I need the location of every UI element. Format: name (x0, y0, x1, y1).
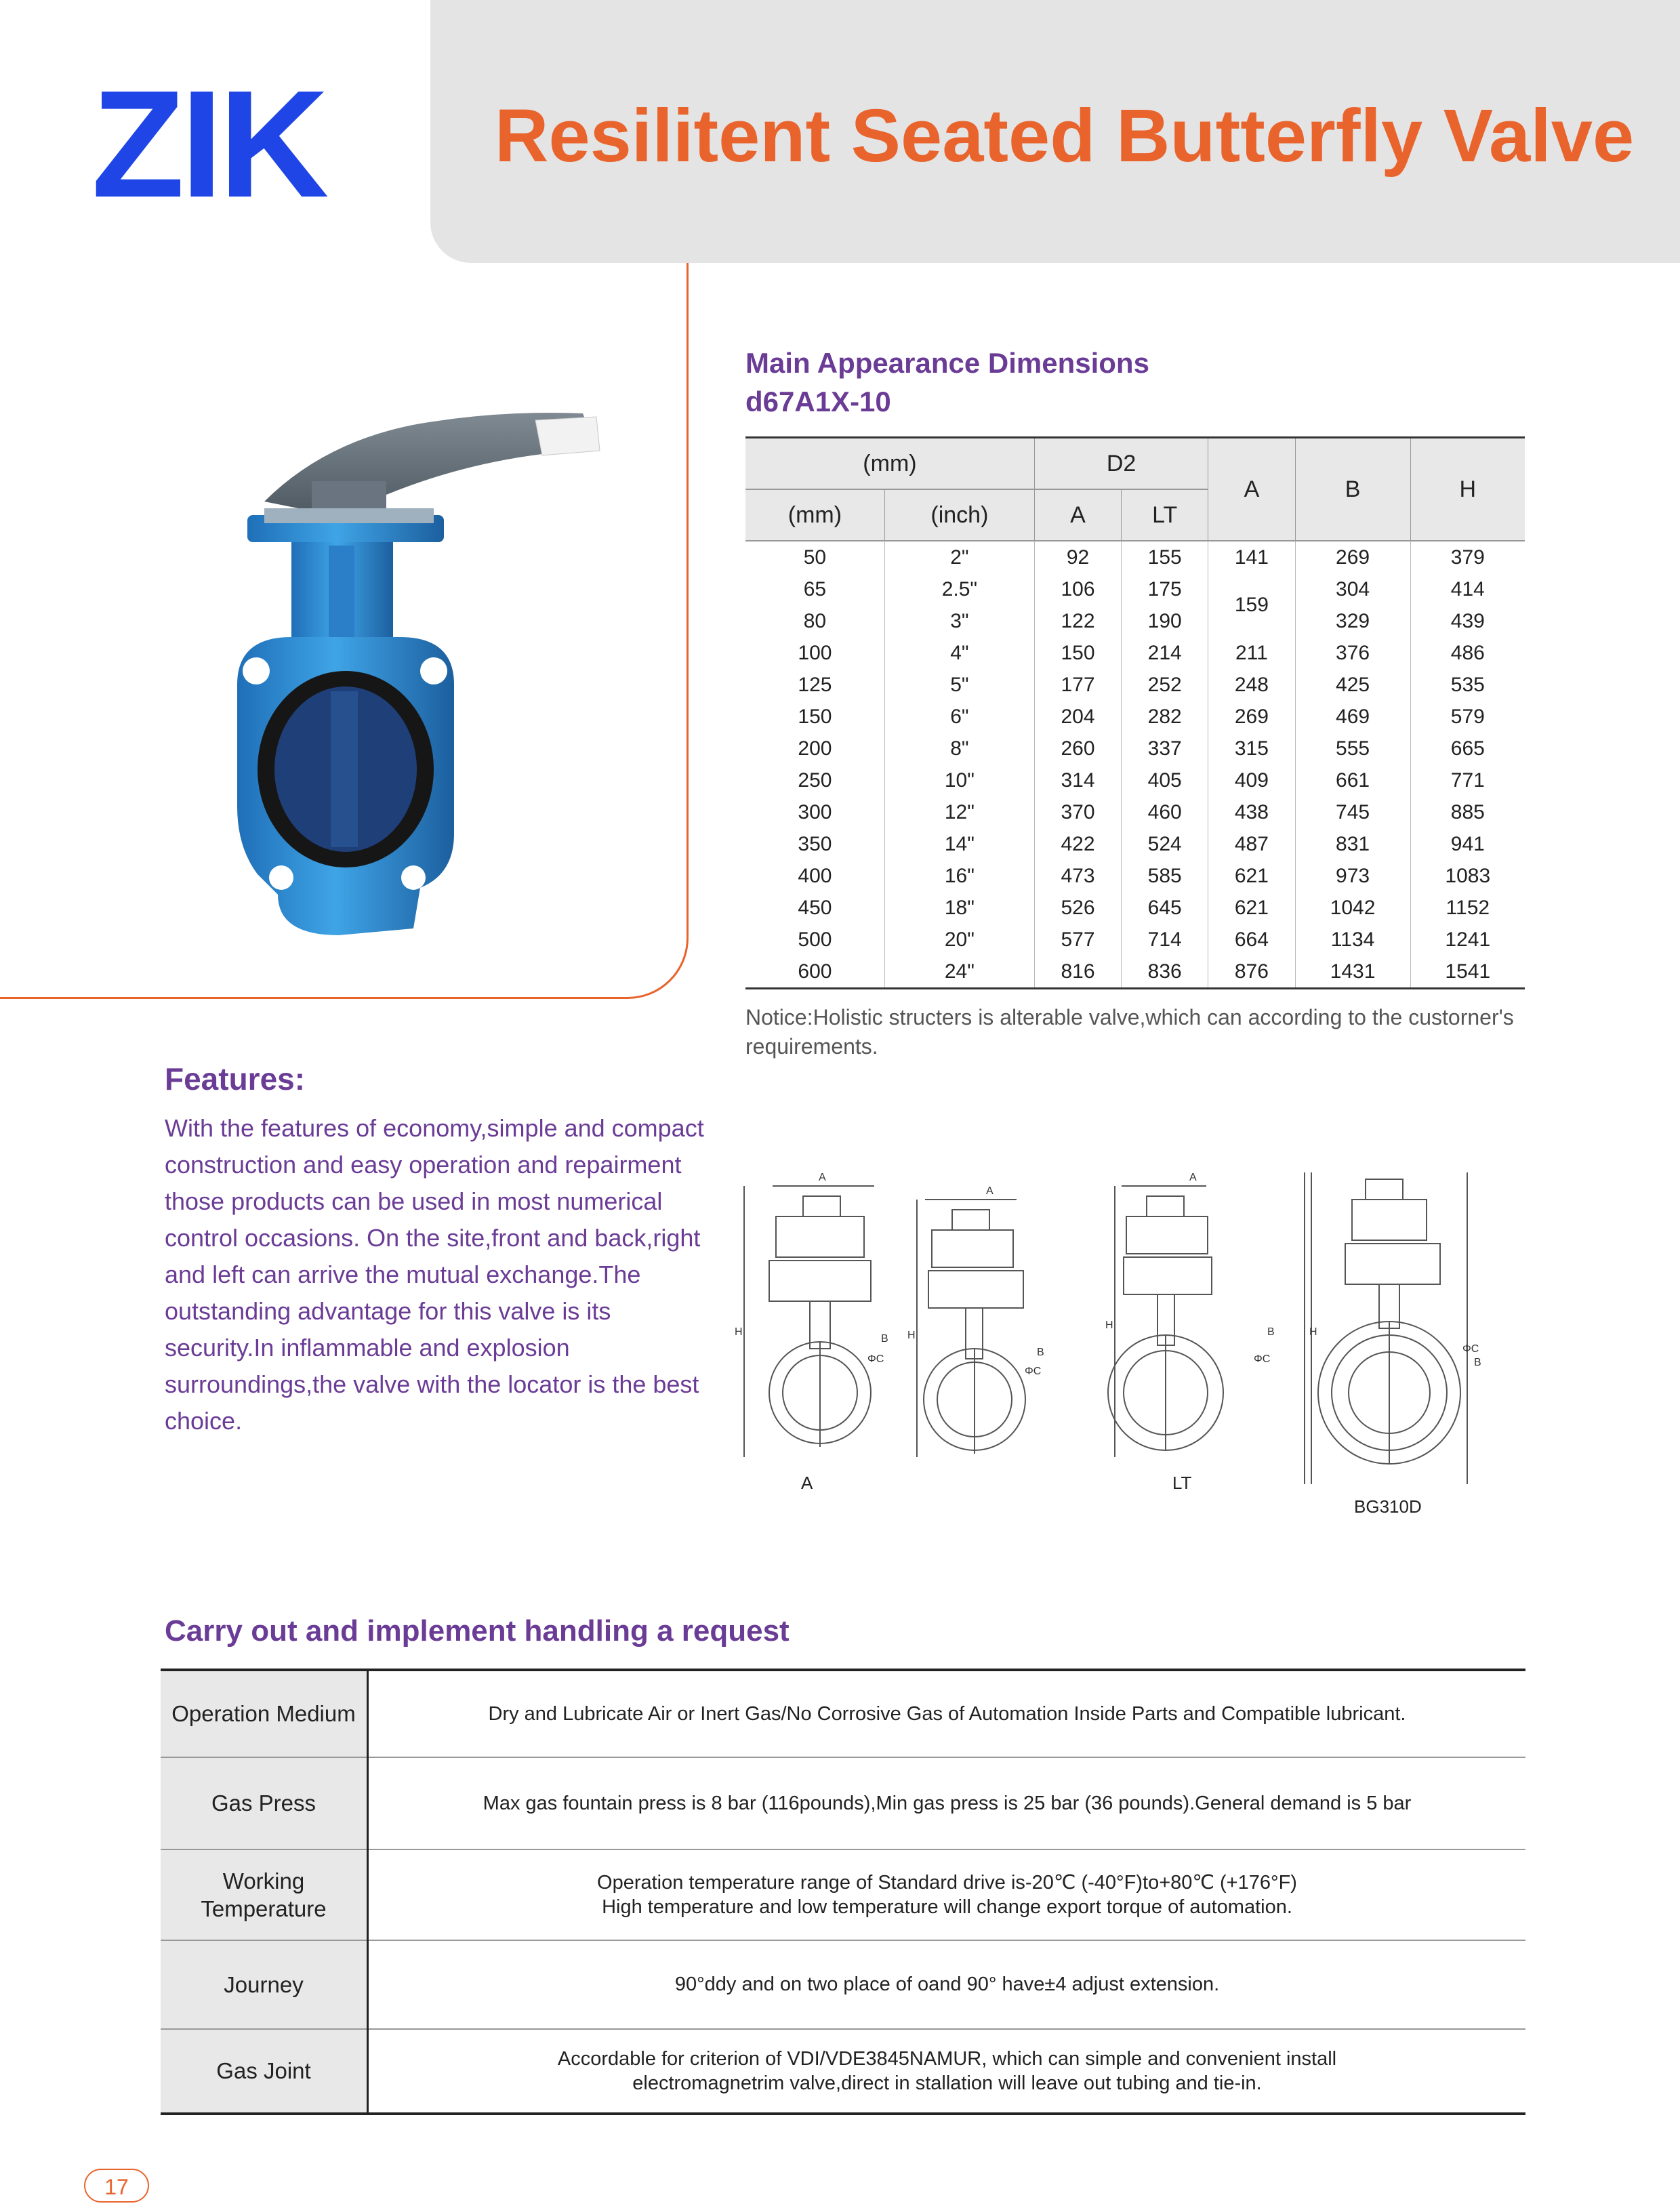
table-row (745, 637, 1525, 669)
table-cell: 473 (1034, 860, 1121, 892)
dim-label-h-1: H (735, 1326, 743, 1338)
table-cell: 122 (1034, 605, 1121, 637)
drawing-wafer-a (735, 1172, 888, 1457)
table-cell: 14" (884, 828, 1034, 860)
table-cell: 100 (798, 641, 832, 664)
table-cell: 10" (884, 764, 1034, 796)
dim-label-phic-1: ΦC (867, 1353, 884, 1365)
drawing-flanged-bg310d (1305, 1172, 1481, 1484)
dim-label-phic-2: ΦC (1025, 1366, 1042, 1377)
dim-label-b-1: B (881, 1333, 888, 1345)
table-cell: 439 (1410, 605, 1525, 637)
table-cell: 885 (1410, 796, 1525, 828)
drawing-caption-bg310d: BG310D (1354, 1496, 1422, 1517)
table-cell: 600 (745, 956, 884, 989)
table-cell: 177 (1034, 669, 1121, 701)
table-cell: 315 (1208, 733, 1295, 764)
table-cell: 150 (798, 705, 832, 728)
table-cell: 831 (1295, 828, 1410, 860)
spec-value: 90°ddy and on two place of oand 90° have±4 adjust extension. (368, 1940, 1526, 2029)
spec-label: Gas Press (161, 1757, 368, 1849)
subheader-d2-a: A (1034, 489, 1121, 541)
table-cell: 526 (1034, 892, 1121, 924)
table-cell: 5" (884, 669, 1034, 701)
table-row (745, 828, 1525, 860)
table-cell: 1152 (1410, 892, 1525, 924)
dimensions-title: Main Appearance Dimensions (745, 347, 1149, 379)
dimensions-heading (745, 344, 1149, 421)
table-cell: 8" (884, 733, 1034, 764)
brand-logo: ZIK (91, 58, 325, 229)
spec-label: Gas Joint (161, 2029, 368, 2114)
spec-label: Journey (161, 1940, 368, 2029)
table-cell: 535 (1410, 669, 1525, 701)
table-cell: 204 (1034, 701, 1121, 733)
table-cell: 80 (803, 609, 827, 632)
table-cell: 555 (1295, 733, 1410, 764)
table-cell: 664 (1208, 924, 1295, 956)
table-cell: 645 (1122, 892, 1208, 924)
table-row (745, 924, 1525, 956)
table-cell: 190 (1122, 605, 1208, 637)
table-cell: 1431 (1295, 956, 1410, 989)
table-cell: 92 (1034, 541, 1121, 573)
table-cell: 621 (1208, 892, 1295, 924)
dim-label-a-1: A (819, 1172, 826, 1183)
dimensions-notice: Notice:Holistic structers is alterable valve,which can according to the custorner's requirements. (745, 1005, 1514, 1059)
table-cell: 876 (1208, 956, 1295, 989)
subheader-mm: (mm) (745, 489, 884, 541)
drawing-wafer-b (907, 1185, 1044, 1457)
dim-label-a-3: A (1189, 1172, 1197, 1183)
table-cell: 379 (1410, 541, 1525, 573)
spec-value: Max gas fountain press is 8 bar (116pounds),Min gas press is 25 bar (36 pounds).General demand is 5 bar (368, 1757, 1526, 1849)
table-cell: 2.5" (884, 573, 1034, 605)
table-cell: 621 (1208, 860, 1295, 892)
table-cell: 409 (1208, 764, 1295, 796)
spec-value-line-1: Operation temperature range of Standard drive is-20℃ (-40°F)to+80℃ (+176°F) (597, 1871, 1297, 1894)
table-cell: 350 (798, 832, 832, 855)
dimensions-model: d67A1X-10 (745, 385, 891, 417)
spec-value-line-2: electromagnetrim valve,direct in stallation will leave out tubing and tie-in. (632, 2072, 1262, 2094)
table-cell: 20" (884, 924, 1034, 956)
table-cell: 1134 (1295, 924, 1410, 956)
spec-value-line-2: High temperature and low temperature will change export torque of automation. (602, 1896, 1292, 1918)
table-cell: 1042 (1295, 892, 1410, 924)
table-cell: 500 (798, 928, 832, 951)
dimensions-table (745, 436, 1525, 989)
table-row (745, 733, 1525, 764)
table-cell: 282 (1122, 701, 1208, 733)
table-row (745, 669, 1525, 701)
spec-value-line-1: Accordable for criterion of VDI/VDE3845NAMUR, which can simple and convenient install (557, 2047, 1337, 2070)
table-cell: 661 (1295, 764, 1410, 796)
spec-table (161, 1669, 1525, 2115)
header-h: H (1410, 438, 1525, 541)
spec-title: Carry out and implement handling a request (165, 1614, 790, 1648)
spec-label: Working Temperature (161, 1849, 368, 1940)
table-cell: 252 (1122, 669, 1208, 701)
dim-label-h-4: H (1309, 1326, 1317, 1338)
table-cell: 200 (798, 737, 832, 760)
table-row (745, 956, 1525, 989)
table-cell: 214 (1122, 637, 1208, 669)
table-cell: 260 (1034, 733, 1121, 764)
spec-value: Dry and Lubricate Air or Inert Gas/No Corrosive Gas of Automation Inside Parts and Compatible lubricant. (368, 1670, 1526, 1757)
table-cell: 400 (798, 864, 832, 887)
table-row (745, 701, 1525, 733)
header-a: A (1208, 438, 1295, 541)
table-cell: 50 (745, 541, 884, 573)
header-size: (mm) (745, 438, 1034, 490)
table-cell: 487 (1208, 828, 1295, 860)
table-cell: 329 (1295, 605, 1410, 637)
table-row (745, 764, 1525, 796)
table-cell: 771 (1410, 764, 1525, 796)
dim-label-b-2: B (1037, 1347, 1044, 1358)
page-number: 17 (84, 2169, 149, 2203)
spec-row (161, 1940, 1525, 2029)
drawing-lug-lt (1105, 1172, 1275, 1457)
table-cell: 150 (1034, 637, 1121, 669)
dim-label-h-3: H (1105, 1319, 1113, 1331)
table-cell: 577 (1034, 924, 1121, 956)
table-cell: 250 (798, 769, 832, 792)
table-cell: 16" (884, 860, 1034, 892)
header-d2: D2 (1034, 438, 1208, 490)
table-row (745, 892, 1525, 924)
dim-label-phic-3: ΦC (1254, 1353, 1271, 1365)
subheader-lt: LT (1122, 489, 1208, 541)
table-cell: 376 (1295, 637, 1410, 669)
table-cell: 1083 (1410, 860, 1525, 892)
table-cell: 585 (1122, 860, 1208, 892)
table-cell: 314 (1034, 764, 1121, 796)
dimensions-table-body (745, 541, 1525, 989)
table-cell: 1541 (1410, 956, 1525, 989)
spec-row (161, 2029, 1525, 2114)
table-cell: 405 (1122, 764, 1208, 796)
dim-label-b-3: B (1267, 1326, 1275, 1338)
table-cell: 269 (1295, 541, 1410, 573)
table-cell: 300 (798, 800, 832, 823)
spec-row (161, 1849, 1525, 1940)
table-cell: 425 (1295, 669, 1410, 701)
spec-label: Operation Medium (161, 1670, 368, 1757)
table-cell: 2" (884, 541, 1034, 573)
table-cell: 745 (1295, 796, 1410, 828)
table-cell: 941 (1410, 828, 1525, 860)
table-cell: 159 (1208, 573, 1295, 637)
table-cell: 836 (1122, 956, 1208, 989)
table-cell: 414 (1410, 573, 1525, 605)
drawing-caption-a: A (801, 1473, 813, 1493)
table-row (745, 541, 1525, 573)
technical-drawings (732, 1159, 1559, 1525)
features-title: Features: (165, 1061, 306, 1097)
table-cell: 248 (1208, 669, 1295, 701)
table-cell: 155 (1122, 541, 1208, 573)
table-cell: 973 (1295, 860, 1410, 892)
table-cell: 486 (1410, 637, 1525, 669)
table-cell: 106 (1034, 573, 1121, 605)
table-cell: 337 (1122, 733, 1208, 764)
dim-label-phic-4: ΦC (1462, 1343, 1479, 1355)
table-row (745, 605, 1525, 637)
table-cell: 65 (803, 577, 827, 600)
table-row (745, 860, 1525, 892)
table-cell: 816 (1034, 956, 1121, 989)
dim-label-h-2: H (907, 1330, 916, 1341)
table-cell: 370 (1034, 796, 1121, 828)
table-cell: 175 (1122, 573, 1208, 605)
table-cell: 304 (1295, 573, 1410, 605)
table-cell: 524 (1122, 828, 1208, 860)
table-cell: 4" (884, 637, 1034, 669)
table-cell: 665 (1410, 733, 1525, 764)
spec-row (161, 1757, 1525, 1849)
table-cell: 438 (1208, 796, 1295, 828)
table-cell: 211 (1208, 637, 1295, 669)
table-row (745, 573, 1525, 605)
header-b: B (1295, 438, 1410, 541)
dim-label-b-4: B (1474, 1357, 1481, 1368)
drawing-caption-lt: LT (1172, 1473, 1192, 1493)
table-cell: 1241 (1410, 924, 1525, 956)
table-cell: 125 (798, 673, 832, 696)
table-cell: 422 (1034, 828, 1121, 860)
table-cell: 714 (1122, 924, 1208, 956)
page-title: Resilitent Seated Butterfly Valve (495, 94, 1635, 178)
table-cell: 3" (884, 605, 1034, 637)
subheader-inch: (inch) (884, 489, 1034, 541)
spec-row (161, 1670, 1525, 1757)
table-cell: 24" (884, 956, 1034, 989)
table-cell: 12" (884, 796, 1034, 828)
table-cell: 469 (1295, 701, 1410, 733)
table-row (745, 796, 1525, 828)
spec-value (368, 2029, 1526, 2114)
table-cell: 18" (884, 892, 1034, 924)
table-cell: 269 (1208, 701, 1295, 733)
table-cell: 460 (1122, 796, 1208, 828)
features-text: With the features of economy,simple and compact construction and easy operation and repairment those products can be used in most numerical control occasions. On the site,front and back,right and left can arrive the mutual exchange.The outstanding advantage for this valve is its security.In inflammable and explosion surroundings,the valve with the locator is the best choice. (165, 1114, 704, 1435)
spec-value (368, 1849, 1526, 1940)
table-cell: 141 (1208, 541, 1295, 573)
table-cell: 579 (1410, 701, 1525, 733)
dim-label-a-2: A (986, 1185, 993, 1197)
butterfly-valve-photo (217, 400, 610, 935)
table-cell: 6" (884, 701, 1034, 733)
table-cell: 450 (798, 896, 832, 919)
